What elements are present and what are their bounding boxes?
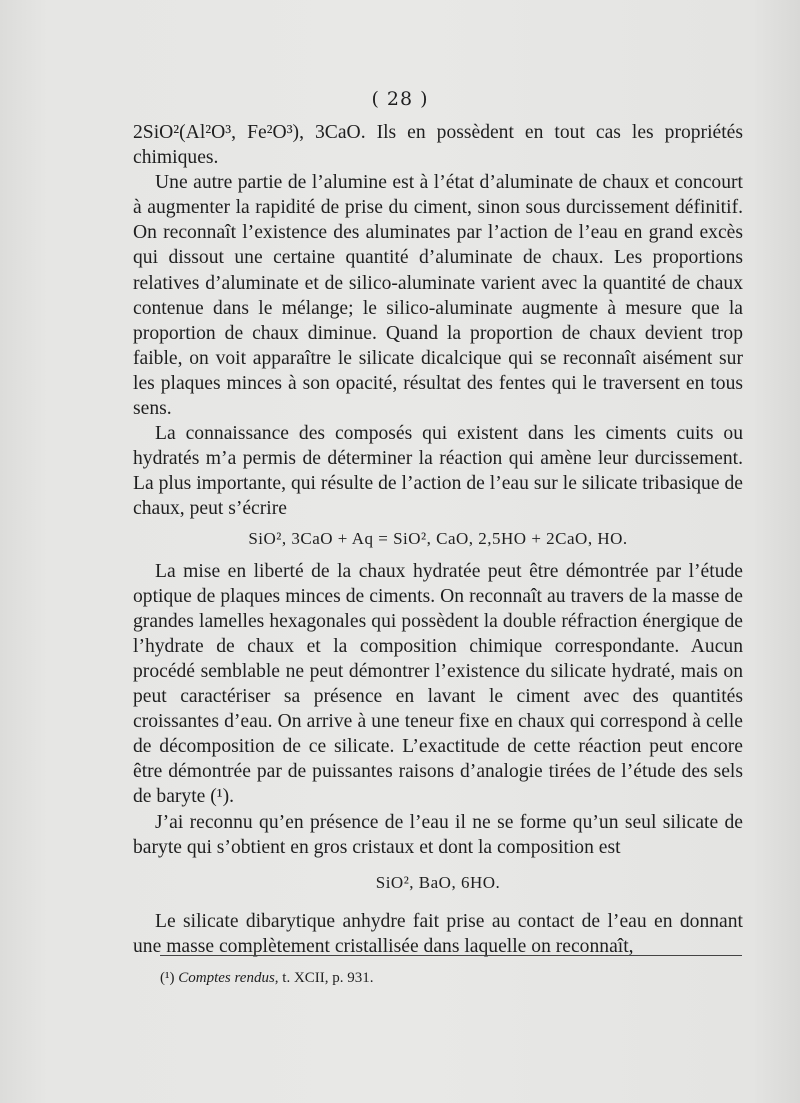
page-number: ( 28 ): [371, 88, 429, 110]
body-text: [133, 120, 743, 959]
footnote-reference: , t. XCII, p. 931.: [274, 970, 374, 986]
footnote: [160, 970, 742, 987]
paragraph-2: Une autre partie de l’alumine est à l’état d’aluminate de chaux et concourt à augmenter la rapidité de prise du ciment, sinon sous durcissement définitif. On reconnaît l’existence des aluminates par l’action de l’eau en grand excès qui dissout une certaine quantité d’aluminate de chaux. Les proportions relatives d’aluminate et de silico-aluminate varient avec la quantité de chaux contenue dans le mélange; le silico-aluminate augmente à mesure que la proportion de chaux diminue. Quand la proportion de chaux devient trop faible, on voit apparaître le silicate dicalcique qui se reconnaît aisément sur les plaques minces à son opacité, résultat des fentes qui le traversent en tous sens.: [133, 172, 743, 420]
paragraph-4: La mise en liberté de la chaux hydratée peut être démontrée par l’étude optique de plaques minces de ciments. On reconnaît au travers de la masse de grandes lamelles hexagonales qui possèdent la double réfraction énergique de l’hydrate de chaux et la composition chimique correspondante. Aucun procédé semblable ne peut démontrer l’existence du silicate hydraté, mais on peut caractériser sa présence en lavant le ciment avec des quantités croissantes d’eau. On arrive à une teneur fixe en chaux qui correspond à celle de décomposition de ce silicate. L’exactitude de cette réaction peut encore être démontrée par de puissantes raisons d’analogie tirées de l’étude des sels de baryte (¹).: [133, 560, 743, 808]
footnote-source: Comptes rendus: [178, 970, 275, 986]
formula-reaction: SiO², 3CaO + Aq = SiO², CaO, 2,5HO + 2CaO, HO.: [248, 528, 628, 548]
paragraph-1: 2SiO²(Al²O³, Fe²O³), 3CaO. Ils en possèdent en tout cas les propriétés chimiques.: [133, 122, 743, 169]
paragraph-6: Le silicate dibarytique anhydre fait prise au contact de l’eau en donnant une masse complètement cristallisée dans laquelle on reconnaît,: [133, 910, 743, 957]
footnote-divider: [160, 955, 742, 956]
formula-barium-silicate: SiO², BaO, 6HO.: [375, 872, 501, 892]
paragraph-5: J’ai reconnu qu’en présence de l’eau il ne se forme qu’un seul silicate de baryte qui s’obtient en gros cristaux et dont la composition est: [133, 811, 743, 858]
paragraph-3: La connaissance des composés qui existent dans les ciments cuits ou hydratés m’a permis de déterminer la réaction qui amène leur durcissement. La plus importante, qui résulte de l’action de l’eau sur le silicate tribasique de chaux, peut s’écrire: [133, 423, 743, 520]
footnote-marker: (¹): [160, 970, 175, 986]
